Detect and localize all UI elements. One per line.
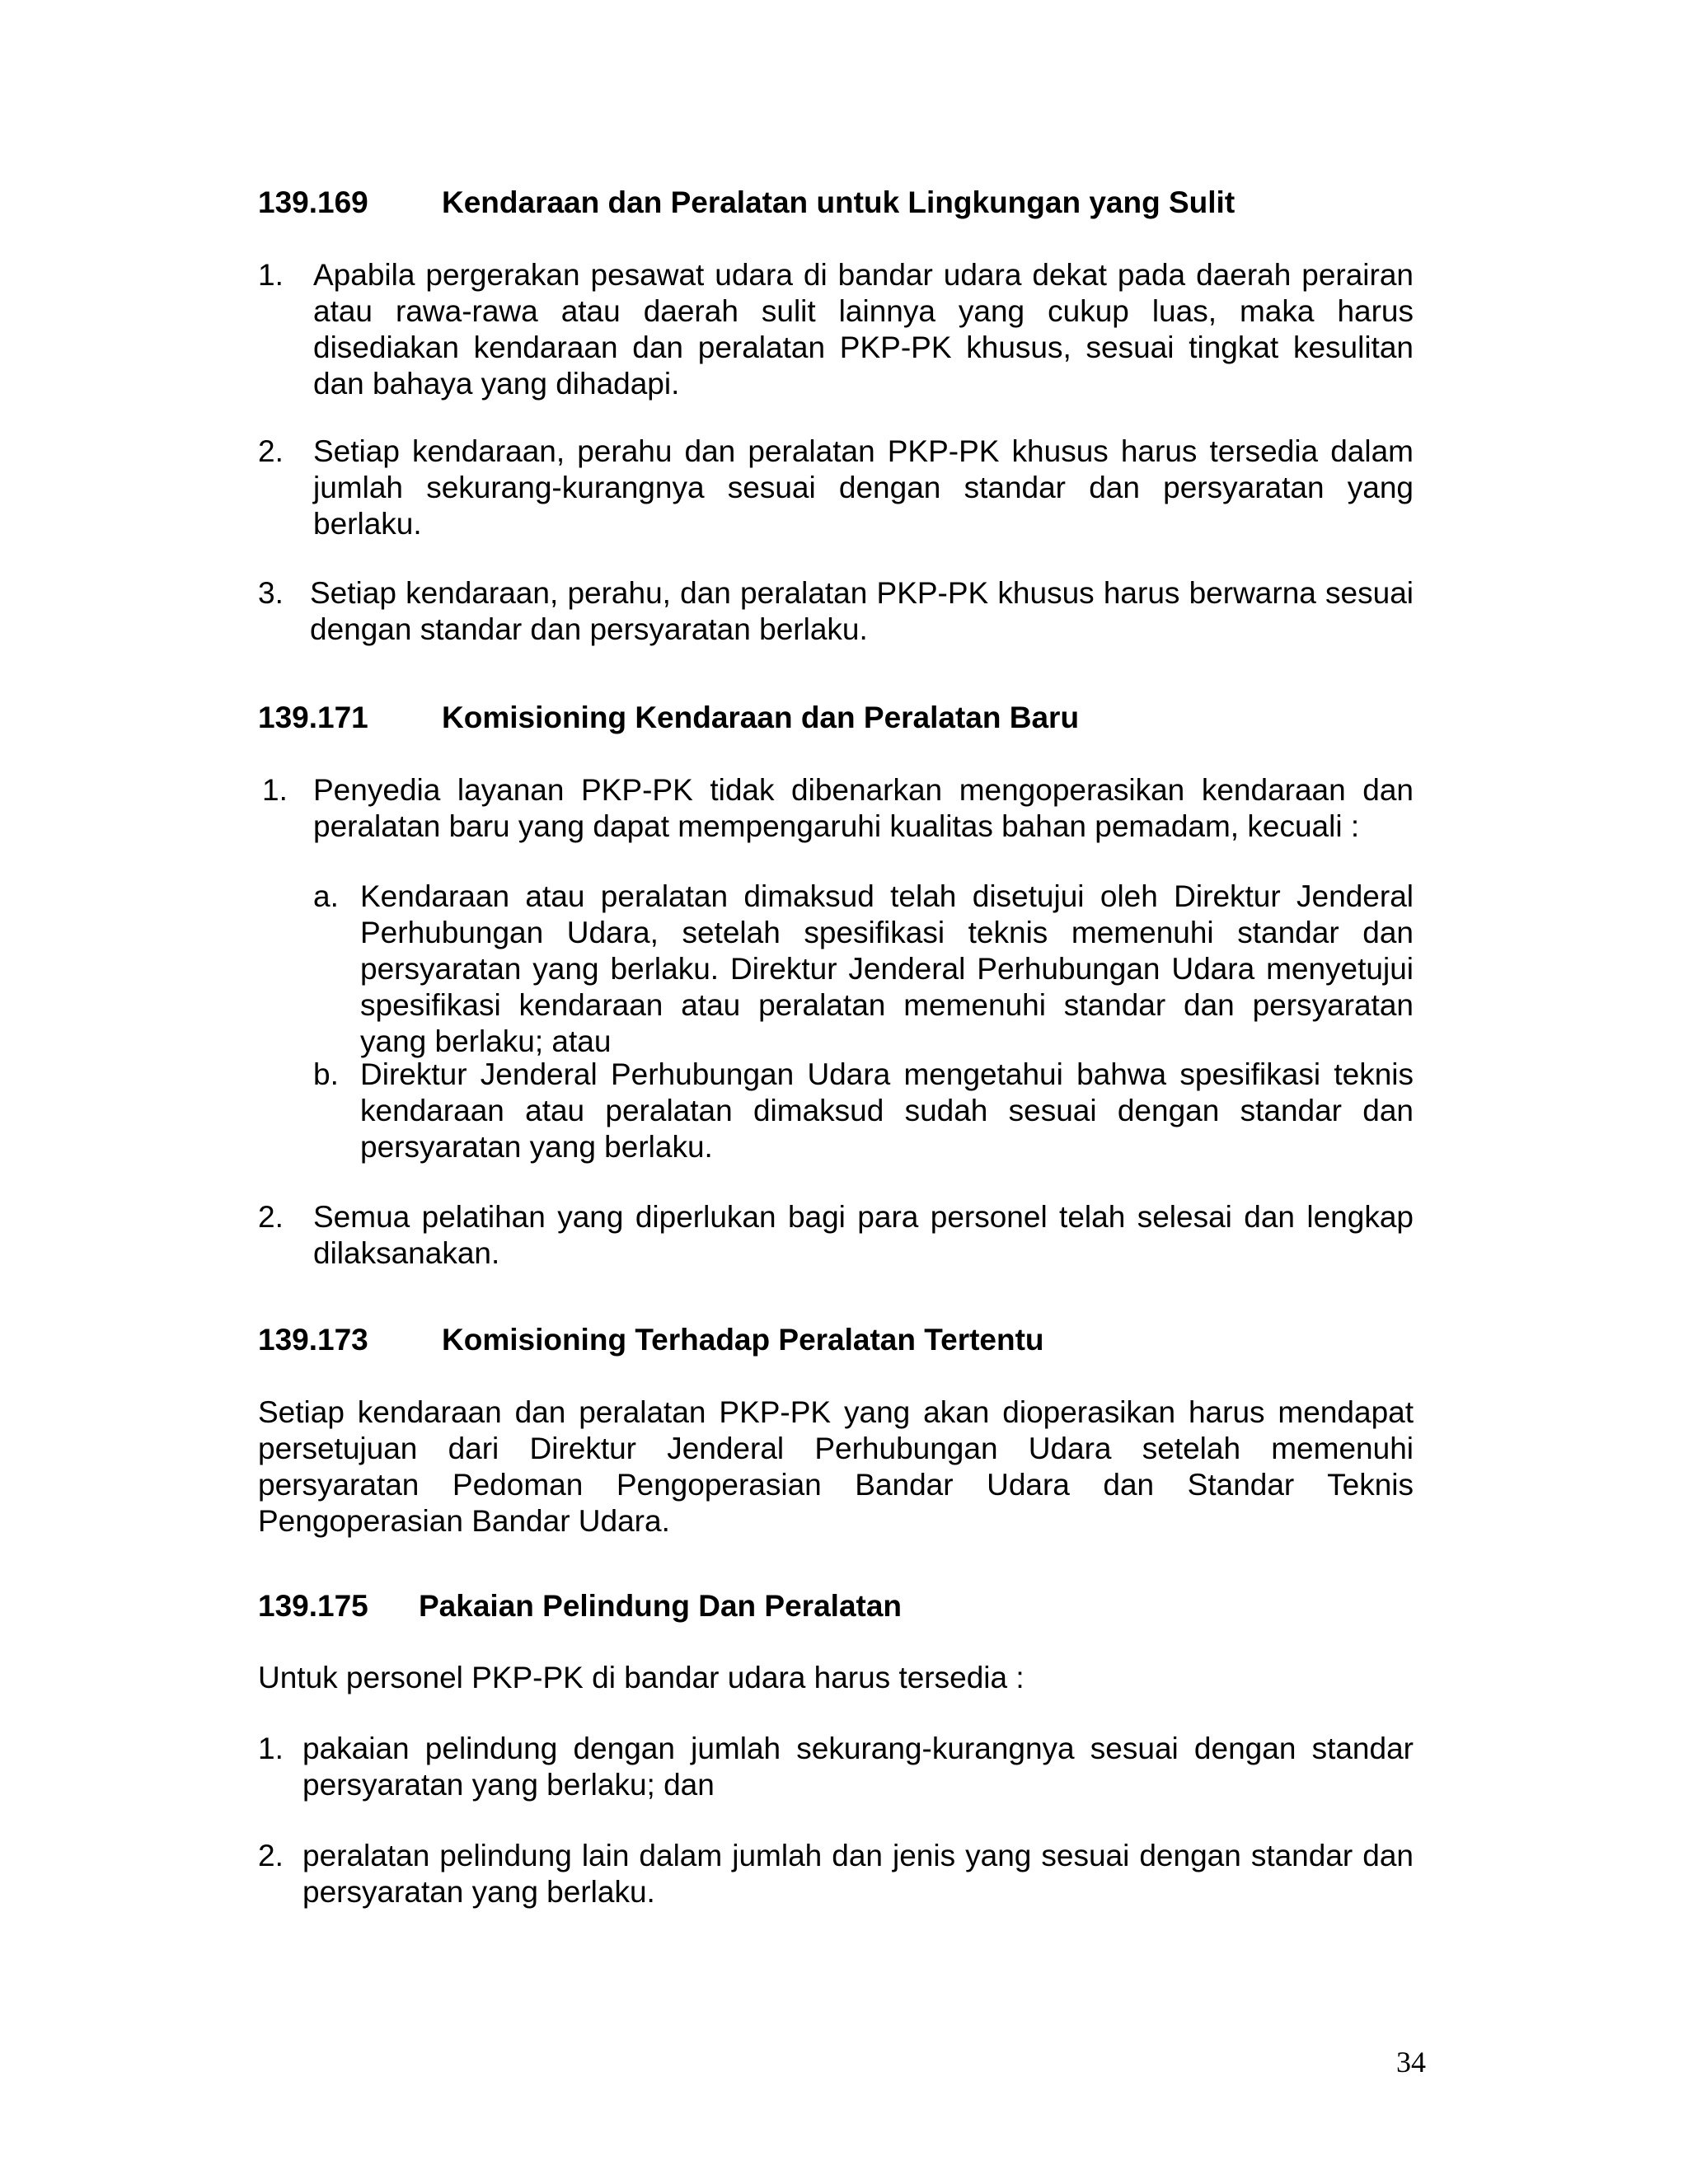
list-item-text: Setiap kendaraan, perahu, dan peralatan PKP-PK khusus harus berwarna sesuai dengan standar dan persyaratan berlaku. bbox=[310, 576, 1414, 646]
list-marker: 2. bbox=[258, 434, 284, 468]
list-marker: 1. bbox=[262, 773, 288, 807]
section-intro: Untuk personel PKP-PK di bandar udara harus tersedia : bbox=[258, 1661, 1025, 1694]
section-number: 139.173 bbox=[258, 1323, 368, 1357]
section-number: 139.171 bbox=[258, 701, 368, 734]
section-body: Setiap kendaraan dan peralatan PKP-PK yang akan dioperasikan harus mendapat persetujuan dari Direktur Jenderal Perhubungan Udara setelah memenuhi persyaratan Pedoman Pengoperasian Bandar Udara dan Standar Teknis Pengoperasian Bandar Udara. bbox=[258, 1395, 1414, 1538]
section-number: 139.175 bbox=[258, 1589, 368, 1623]
list-marker: 3. bbox=[258, 576, 284, 610]
sublist-marker: b. bbox=[313, 1057, 339, 1091]
sublist-item-text: Direktur Jenderal Perhubungan Udara mengetahui bahwa spesifikasi teknis kendaraan atau peralatan dimaksud sudah sesuai dengan standar dan persyaratan yang berlaku. bbox=[360, 1057, 1414, 1164]
list-item-text: Penyedia layanan PKP-PK tidak dibenarkan mengoperasikan kendaraan dan peralatan baru yang dapat mempengaruhi kualitas bahan pemadam, kecuali : bbox=[313, 773, 1414, 843]
section-title: Komisioning Kendaraan dan Peralatan Baru bbox=[442, 701, 1080, 734]
list-item-text: Apabila pergerakan pesawat udara di bandar udara dekat pada daerah perairan atau rawa-rawa atau daerah sulit lainnya yang cukup luas, maka harus disediakan kendaraan dan peralatan PKP-PK khusus, sesuai tingkat kesulitan dan bahaya yang dihadapi. bbox=[313, 258, 1414, 401]
list-item-text: Setiap kendaraan, perahu dan peralatan PKP-PK khusus harus tersedia dalam jumlah sekurang-kurangnya sesuai dengan standar dan persyaratan yang berlaku. bbox=[313, 434, 1414, 541]
list-marker: 1. bbox=[258, 258, 284, 292]
section-number: 139.169 bbox=[258, 185, 368, 219]
section-title: Komisioning Terhadap Peralatan Tertentu bbox=[442, 1323, 1044, 1357]
list-marker: 1. bbox=[258, 1732, 284, 1765]
list-marker: 2. bbox=[258, 1839, 284, 1872]
page-number: 34 bbox=[1396, 2046, 1426, 2079]
list-item-text: peralatan pelindung lain dalam jumlah dan jenis yang sesuai dengan standar dan persyaratan yang berlaku. bbox=[302, 1839, 1414, 1909]
sublist-item-text: Kendaraan atau peralatan dimaksud telah disetujui oleh Direktur Jenderal Perhubungan Udara, setelah spesifikasi teknis memenuhi standar dan persyaratan yang berlaku. Direktur Jenderal Perhubungan Udara menyetujui spesifikasi kendaraan atau peralatan memenuhi standar dan persyaratan yang berlaku; atau bbox=[360, 879, 1414, 1058]
sublist-marker: a. bbox=[313, 879, 339, 913]
section-title: Pakaian Pelindung Dan Peralatan bbox=[419, 1589, 903, 1623]
list-item-text: pakaian pelindung dengan jumlah sekurang-kurangnya sesuai dengan standar persyaratan yang berlaku; dan bbox=[302, 1732, 1414, 1802]
list-item-text: Semua pelatihan yang diperlukan bagi para personel telah selesai dan lengkap dilaksanakan. bbox=[313, 1200, 1414, 1270]
list-marker: 2. bbox=[258, 1200, 284, 1234]
section-title: Kendaraan dan Peralatan untuk Lingkungan yang Sulit bbox=[442, 185, 1236, 219]
